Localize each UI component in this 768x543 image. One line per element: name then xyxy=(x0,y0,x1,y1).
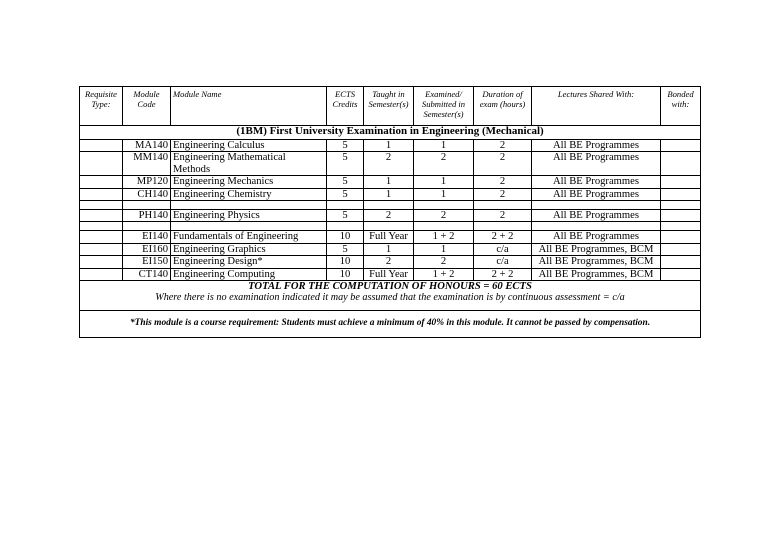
module-code: EI160 xyxy=(123,243,171,255)
requisite-cell xyxy=(80,256,123,268)
taught-semester: Full Year xyxy=(364,268,414,280)
module-name: Engineering Physics xyxy=(171,210,327,222)
module-row xyxy=(80,152,701,176)
lectures-shared: All BE Programmes, BCM xyxy=(532,256,661,268)
lectures-shared: All BE Programmes xyxy=(532,152,661,176)
lectures-shared: All BE Programmes xyxy=(532,188,661,200)
module-name: Engineering Mechanics xyxy=(171,176,327,188)
lectures-shared: All BE Programmes xyxy=(532,176,661,188)
bonded-cell xyxy=(661,268,701,280)
taught-semester: 2 xyxy=(364,210,414,222)
examined-semester: 1 xyxy=(414,140,474,152)
taught-semester: 1 xyxy=(364,188,414,200)
bonded-cell xyxy=(661,152,701,176)
taught-semester: 1 xyxy=(364,243,414,255)
ects-credits: 5 xyxy=(327,243,364,255)
footnote-row xyxy=(80,310,701,337)
exam-duration: 2 + 2 xyxy=(474,268,532,280)
ects-credits: 10 xyxy=(327,256,364,268)
requisite-cell xyxy=(80,268,123,280)
requisite-cell xyxy=(80,210,123,222)
examined-semester: 2 xyxy=(414,256,474,268)
module-group-2 xyxy=(80,201,701,222)
module-row xyxy=(80,140,701,152)
header-row xyxy=(80,87,701,126)
ects-credits: 5 xyxy=(327,188,364,200)
module-name: Engineering Calculus xyxy=(171,140,327,152)
module-table xyxy=(79,86,701,338)
examined-semester: 1 xyxy=(414,188,474,200)
module-row xyxy=(80,243,701,255)
requisite-cell xyxy=(80,243,123,255)
ects-credits: 10 xyxy=(327,268,364,280)
module-group-1 xyxy=(80,140,701,201)
exam-duration: c/a xyxy=(474,243,532,255)
header-examined: Examined/ Submitted in Semester(s) xyxy=(414,87,474,126)
bonded-cell xyxy=(661,188,701,200)
lectures-shared: All BE Programmes xyxy=(532,231,661,243)
header-bonded: Bonded with: xyxy=(661,87,701,126)
footnote-text: *This module is a course requirement: Students must achieve a minimum of 40% in this module. It cannot be passed by compensation. xyxy=(80,310,701,337)
module-row xyxy=(80,210,701,222)
module-code: EI150 xyxy=(123,256,171,268)
exam-duration: 2 xyxy=(474,140,532,152)
requisite-cell xyxy=(80,140,123,152)
module-code: CH140 xyxy=(123,188,171,200)
requisite-cell xyxy=(80,176,123,188)
lectures-shared: All BE Programmes xyxy=(532,210,661,222)
header-lectures: Lectures Shared With: xyxy=(532,87,661,126)
spacer-row xyxy=(80,201,701,210)
section-title-row xyxy=(80,126,701,140)
ects-credits: 5 xyxy=(327,140,364,152)
module-code: EI140 xyxy=(123,231,171,243)
module-row xyxy=(80,231,701,243)
examined-semester: 1 + 2 xyxy=(414,231,474,243)
module-code: PH140 xyxy=(123,210,171,222)
exam-duration: c/a xyxy=(474,256,532,268)
taught-semester: 1 xyxy=(364,140,414,152)
examined-semester: 1 + 2 xyxy=(414,268,474,280)
ects-credits: 5 xyxy=(327,176,364,188)
module-table-container xyxy=(79,86,700,338)
module-name: Engineering Mathematical Methods xyxy=(171,152,327,176)
exam-duration: 2 xyxy=(474,176,532,188)
bonded-cell xyxy=(661,210,701,222)
header-taught: Taught in Semester(s) xyxy=(364,87,414,126)
bonded-cell xyxy=(661,256,701,268)
module-row xyxy=(80,268,701,280)
lectures-shared: All BE Programmes, BCM xyxy=(532,268,661,280)
ects-credits: 10 xyxy=(327,231,364,243)
exam-duration: 2 xyxy=(474,152,532,176)
requisite-cell xyxy=(80,188,123,200)
examined-semester: 2 xyxy=(414,152,474,176)
bonded-cell xyxy=(661,140,701,152)
requisite-cell xyxy=(80,152,123,176)
module-code: MA140 xyxy=(123,140,171,152)
header-module-code: Module Code xyxy=(123,87,171,126)
taught-semester: 1 xyxy=(364,176,414,188)
exam-duration: 2 xyxy=(474,188,532,200)
taught-semester: 2 xyxy=(364,152,414,176)
module-code: CT140 xyxy=(123,268,171,280)
ects-credits: 5 xyxy=(327,210,364,222)
lectures-shared: All BE Programmes xyxy=(532,140,661,152)
requisite-cell xyxy=(80,231,123,243)
header-ects: ECTS Credits xyxy=(327,87,364,126)
header-requisite: Requisite Type: xyxy=(80,87,123,126)
ects-credits: 5 xyxy=(327,152,364,176)
taught-semester: 2 xyxy=(364,256,414,268)
header-module-name: Module Name xyxy=(171,87,327,126)
taught-semester: Full Year xyxy=(364,231,414,243)
module-name: Fundamentals of Engineering xyxy=(171,231,327,243)
examined-semester: 2 xyxy=(414,210,474,222)
module-name: Engineering Computing xyxy=(171,268,327,280)
module-name: Engineering Chemistry xyxy=(171,188,327,200)
note-row xyxy=(80,292,701,310)
module-row xyxy=(80,188,701,200)
module-group-3 xyxy=(80,222,701,281)
header-duration: Duration of exam (hours) xyxy=(474,87,532,126)
module-code: MP120 xyxy=(123,176,171,188)
module-code: MM140 xyxy=(123,152,171,176)
total-row xyxy=(80,281,701,293)
examined-semester: 1 xyxy=(414,243,474,255)
section-title: (1BM) First University Examination in Engineering (Mechanical) xyxy=(80,126,701,140)
examined-semester: 1 xyxy=(414,176,474,188)
bonded-cell xyxy=(661,176,701,188)
spacer-row xyxy=(80,222,701,231)
lectures-shared: All BE Programmes, BCM xyxy=(532,243,661,255)
module-name: Engineering Design* xyxy=(171,256,327,268)
bonded-cell xyxy=(661,243,701,255)
module-name: Engineering Graphics xyxy=(171,243,327,255)
exam-duration: 2 xyxy=(474,210,532,222)
note-text: Where there is no examination indicated it may be assumed that the examination is by continuous assessment = c/a xyxy=(80,292,701,310)
bonded-cell xyxy=(661,231,701,243)
exam-duration: 2 + 2 xyxy=(474,231,532,243)
module-row xyxy=(80,256,701,268)
module-row xyxy=(80,176,701,188)
total-text: TOTAL FOR THE COMPUTATION OF HONOURS = 60 ECTS xyxy=(80,281,701,293)
